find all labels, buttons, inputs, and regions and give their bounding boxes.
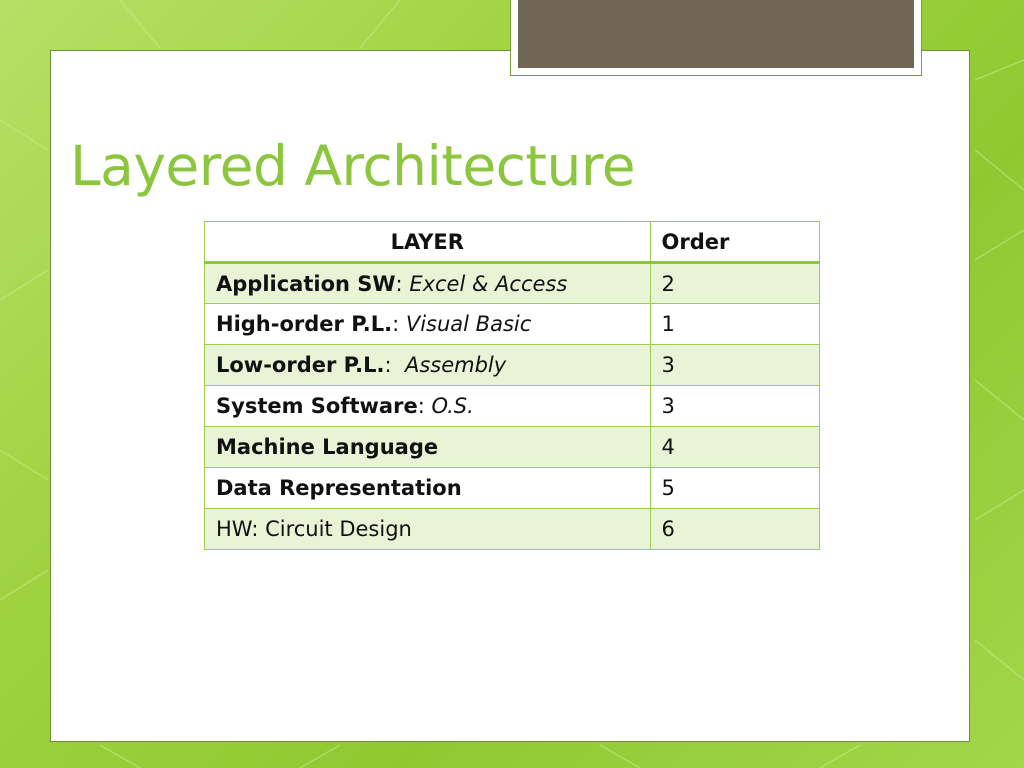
layer-separator: : bbox=[417, 394, 432, 418]
table-row bbox=[205, 386, 820, 427]
order-cell: 6 bbox=[650, 509, 819, 550]
layer-description: Visual Basic bbox=[405, 312, 532, 336]
header-tab-bar bbox=[518, 0, 914, 68]
layer-separator: : bbox=[392, 312, 406, 336]
layer-label: Machine Language bbox=[216, 435, 439, 459]
table-row bbox=[205, 468, 820, 509]
layer-label: System Software bbox=[216, 394, 418, 418]
layer-label: High-order P.L. bbox=[216, 312, 393, 336]
order-cell: 1 bbox=[650, 304, 819, 345]
layer-cell: HW: Circuit Design bbox=[205, 509, 651, 550]
order-cell: 5 bbox=[650, 468, 819, 509]
layer-description: Excel & Access bbox=[409, 271, 568, 296]
layer-label: Data Representation bbox=[216, 476, 462, 500]
layer-label: Application SW bbox=[216, 271, 396, 296]
table-row bbox=[205, 345, 820, 386]
layer-cell bbox=[205, 427, 651, 468]
layer-cell bbox=[205, 345, 651, 386]
table-row bbox=[205, 427, 820, 468]
table-row bbox=[205, 304, 820, 345]
layer-separator: : bbox=[384, 353, 405, 377]
layer-description: Assembly bbox=[404, 353, 507, 377]
layer-cell bbox=[205, 304, 651, 345]
layers-table bbox=[204, 221, 820, 550]
table-header-row bbox=[205, 222, 820, 263]
layer-cell bbox=[205, 386, 651, 427]
order-cell: 4 bbox=[650, 427, 819, 468]
order-cell: 3 bbox=[650, 386, 819, 427]
column-header-layer: LAYER bbox=[205, 222, 651, 263]
order-cell: 2 bbox=[650, 263, 819, 304]
layer-label: Low-order P.L. bbox=[216, 353, 385, 377]
layer-cell bbox=[205, 263, 651, 304]
layer-description: O.S. bbox=[431, 394, 474, 418]
table-row bbox=[205, 263, 820, 304]
slide-title: Layered Architecture bbox=[70, 134, 636, 198]
column-header-order: Order bbox=[650, 222, 819, 263]
order-cell: 3 bbox=[650, 345, 819, 386]
table-row bbox=[205, 509, 820, 550]
layer-separator: : bbox=[395, 271, 410, 296]
layer-cell bbox=[205, 468, 651, 509]
